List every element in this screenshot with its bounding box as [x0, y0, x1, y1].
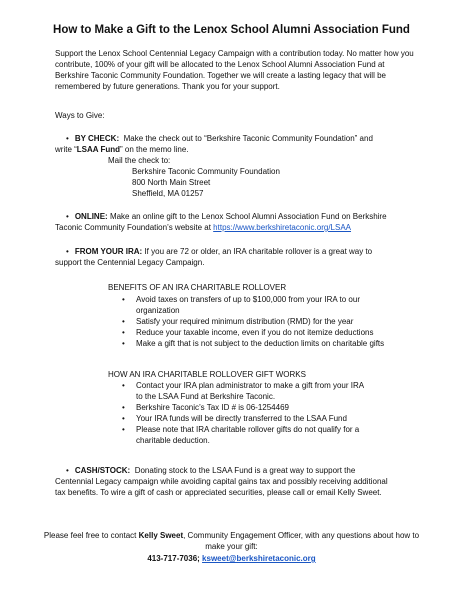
list-item: • Berkshire Taconic’s Tax ID # is 06-1254469: [122, 403, 289, 412]
how-list: [122, 380, 422, 446]
ways-label: Ways to Give:: [55, 111, 105, 120]
list-item: • Please note that IRA charitable rollover gifts do not qualify for a charitable deduction.: [122, 425, 360, 445]
intro-line: Berkshire Taconic Community Foundation. Together we will create a lasting legacy that will be: [55, 71, 386, 80]
page-title: How to Make a Gift to the Lenox School Alumni Association Fund: [53, 24, 410, 36]
list-item: • Reduce your taxable income, even if you do not itemize deductions: [122, 328, 374, 337]
list-item: • Avoid taxes on transfers of up to $100,000 from your IRA to our organization: [122, 295, 360, 315]
phone-number: 413-717-7036;: [147, 554, 200, 563]
check-section: [66, 133, 426, 144]
intro-line: Support the Lenox School Centennial Legacy Campaign with a contribution today. No matter how you: [55, 49, 414, 58]
cash-label: CASH/STOCK:: [74, 466, 131, 475]
fund-name: LSAA Fund: [76, 145, 121, 154]
list-item: • Contact your IRA plan administrator to make a gift from your IRA to the LSAA Fund at Berkshire Taconic.: [122, 381, 365, 401]
bullet: •: [66, 212, 69, 221]
cash-section: • CASH/STOCK: Donating stock to the LSAA Fund is a great way to support the: [66, 466, 356, 475]
cash-line-3: tax benefits. To wire a gift of cash or appreciated securities, please call or email Kelly Sweet.: [55, 488, 382, 497]
intro-line: contribute, 100% of your gift will be allocated to the Lenox School Alumni Association Fund at: [55, 60, 385, 69]
mail-label: Mail the check to:: [108, 156, 171, 165]
bullet: •: [66, 466, 69, 475]
ira-line-2: support the Centennial Legacy Campaign.: [55, 258, 205, 267]
intro-paragraph: [55, 48, 425, 92]
website-link[interactable]: https://www.berkshiretaconic.org/LSAA: [213, 223, 352, 232]
online-label: ONLINE:: [74, 212, 108, 221]
contact-name: Kelly Sweet: [138, 531, 184, 540]
list-item: • Satisfy your required minimum distribution (RMD) for the year: [122, 317, 354, 326]
address-line: Berkshire Taconic Community Foundation: [132, 167, 280, 176]
intro-line: remembered by future generations. Thank you for your support.: [55, 82, 280, 91]
list-item: • Make a gift that is not subject to the deduction limits on charitable gifts: [122, 339, 385, 348]
ira-label: FROM YOUR IRA:: [74, 247, 143, 256]
email-link[interactable]: ksweet@berkshiretaconic.org: [202, 554, 316, 563]
check-text: Make the check out to “Berkshire Taconic Community Foundation” and: [123, 134, 373, 143]
address-line: Sheffield, MA 01257: [132, 189, 204, 198]
online-section: • ONLINE: Make an online gift to the Lenox School Alumni Association Fund on Berkshire: [66, 212, 387, 221]
online-line-2: Taconic Community Foundation’s website at https://www.berkshiretaconic.org/LSAA: [55, 223, 352, 232]
address-line: 800 North Main Street: [132, 178, 211, 187]
check-label: BY CHECK:: [74, 134, 120, 143]
how-heading: HOW AN IRA CHARITABLE ROLLOVER GIFT WORKS: [108, 370, 306, 379]
check-memo-line: write “LSAA Fund” on the memo line.: [55, 145, 189, 154]
bullet: •: [66, 134, 69, 143]
ira-section: • FROM YOUR IRA: If you are 72 or older, an IRA charitable rollover is a great way to: [66, 247, 373, 256]
benefits-list: [122, 294, 422, 349]
benefits-heading: BENEFITS OF AN IRA CHARITABLE ROLLOVER: [108, 283, 287, 292]
contact-line-2: make your gift:: [205, 542, 258, 551]
cash-line-2: Centennial Legacy campaign while avoiding capital gains tax and possibly receiving additional: [55, 477, 388, 486]
contact-info: [20, 553, 443, 564]
contact-line: Please feel free to contact Kelly Sweet, Community Engagement Officer, with any questions about how to: [43, 531, 420, 540]
list-item: • Your IRA funds will be directly transferred to the LSAA Fund: [122, 414, 347, 423]
bullet: •: [66, 247, 69, 256]
